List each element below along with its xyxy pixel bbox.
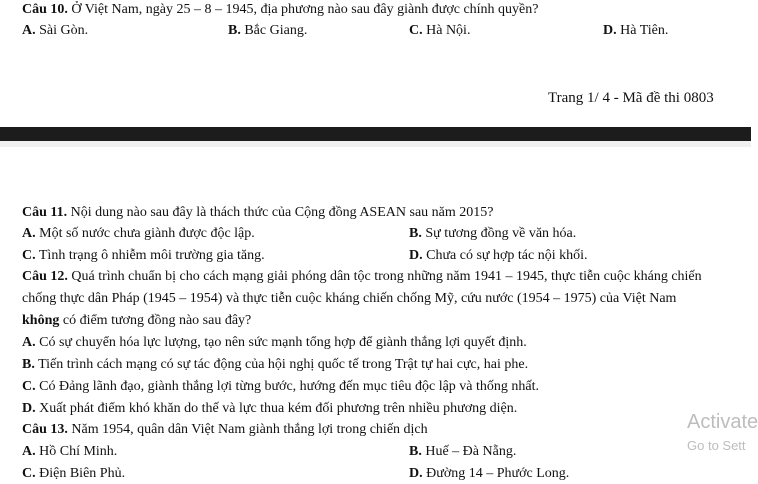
q11-text: Nội dung nào sau đây là thách thức của Cộng đồng ASEAN sau năm 2015?: [67, 205, 494, 220]
option-key: D.: [603, 23, 617, 38]
option-text: Huế – Đà Nẵng.: [421, 444, 517, 459]
option-key: B.: [409, 226, 422, 241]
option-key: B.: [409, 444, 422, 459]
q12-label: Câu 12.: [22, 269, 68, 284]
q12-option-d: [22, 400, 517, 417]
option-key: B.: [22, 357, 35, 372]
option-text: Sài Gòn.: [35, 23, 89, 38]
q12-stem-line1: [22, 268, 702, 285]
q12-text-line3: có điểm tương đồng nào sau đây?: [59, 313, 252, 328]
option-text: Xuất phát điểm khó khăn do thế và lực thua kém đối phương trên nhiều phương diện.: [35, 401, 518, 416]
q13-text: Năm 1954, quân dân Việt Nam giành thắng lợi trong chiến dịch: [67, 422, 428, 437]
q13-option-c: [22, 465, 125, 482]
option-key: C.: [22, 466, 36, 481]
option-text: Một số nước chưa giành được độc lập.: [35, 226, 255, 241]
q10-option-d: [603, 22, 668, 39]
q11-label: Câu 11.: [22, 205, 68, 220]
page-gap: [0, 141, 751, 147]
q11-option-c: [22, 247, 265, 264]
option-text: Hồ Chí Minh.: [35, 444, 118, 459]
option-key: A.: [22, 335, 36, 350]
q13-option-b: [409, 443, 516, 460]
option-key: B.: [228, 23, 241, 38]
option-text: Đường 14 – Phước Long.: [422, 466, 570, 481]
page-break-band: [0, 127, 751, 141]
option-text: Tình trạng ô nhiễm môi trường gia tăng.: [35, 248, 265, 263]
q12-stem-line2: chống thực dân Pháp (1945 – 1954) và thực tiễn cuộc kháng chiến chống Mỹ, cứu nước (1954 – 1975) của Việt Nam: [22, 291, 677, 306]
q11-option-a: [22, 225, 255, 242]
option-text: Hà Nội.: [422, 23, 471, 38]
q12-text-line1: Quá trình chuẩn bị cho cách mạng giải phóng dân tộc trong những năm 1941 – 1945, thực tiễn cuộc kháng chiến: [67, 269, 702, 284]
q10-text: Ở Việt Nam, ngày 25 – 8 – 1945, địa phương nào sau đây giành được chính quyền?: [67, 2, 539, 17]
q10-option-a: [22, 22, 88, 39]
q11-option-d: [409, 247, 588, 264]
q13-label: Câu 13.: [22, 422, 68, 437]
page-footer: Trang 1/ 4 - Mã đề thi 0803: [548, 90, 714, 106]
option-text: Điện Biên Phủ.: [35, 466, 126, 481]
q11-option-b: [409, 225, 576, 242]
option-text: Có Đảng lãnh đạo, giành thắng lợi từng bước, hướng đến mục tiêu độc lập và thống nhất.: [35, 379, 540, 394]
option-key: C.: [409, 23, 423, 38]
q12-negation: không: [22, 313, 60, 328]
option-key: A.: [22, 23, 36, 38]
option-key: D.: [22, 401, 36, 416]
q10-option-c: [409, 22, 470, 39]
q10-option-b: [228, 22, 307, 39]
option-key: C.: [22, 248, 36, 263]
option-key: A.: [22, 226, 36, 241]
option-text: Sự tương đồng về văn hóa.: [421, 226, 577, 241]
q12-stem-line3: [22, 312, 251, 329]
option-text: Tiến trình cách mạng có sự tác động của hội nghị quốc tế trong Trật tự hai cực, hai phe.: [34, 357, 529, 372]
option-text: Hà Tiên.: [616, 23, 669, 38]
option-text: Chưa có sự hợp tác nội khối.: [422, 248, 588, 263]
q10-label: Câu 10.: [22, 2, 68, 17]
option-key: D.: [409, 248, 423, 263]
option-key: A.: [22, 444, 36, 459]
option-text: Bắc Giang.: [240, 23, 308, 38]
q10-stem: [22, 1, 538, 18]
option-key: D.: [409, 466, 423, 481]
q12-option-c: [22, 378, 539, 395]
q11-stem: [22, 204, 493, 221]
q12-option-a: [22, 334, 527, 351]
option-key: C.: [22, 379, 36, 394]
activate-watermark-title: Activate: [687, 411, 758, 433]
q13-stem: [22, 421, 428, 438]
q12-option-b: [22, 356, 528, 373]
activate-watermark-subtitle: Go to Sett: [687, 438, 746, 453]
option-text: Có sự chuyển hóa lực lượng, tạo nên sức mạnh tổng hợp để giành thắng lợi quyết định.: [35, 335, 527, 350]
q13-option-a: [22, 443, 117, 460]
q13-option-d: [409, 465, 569, 482]
